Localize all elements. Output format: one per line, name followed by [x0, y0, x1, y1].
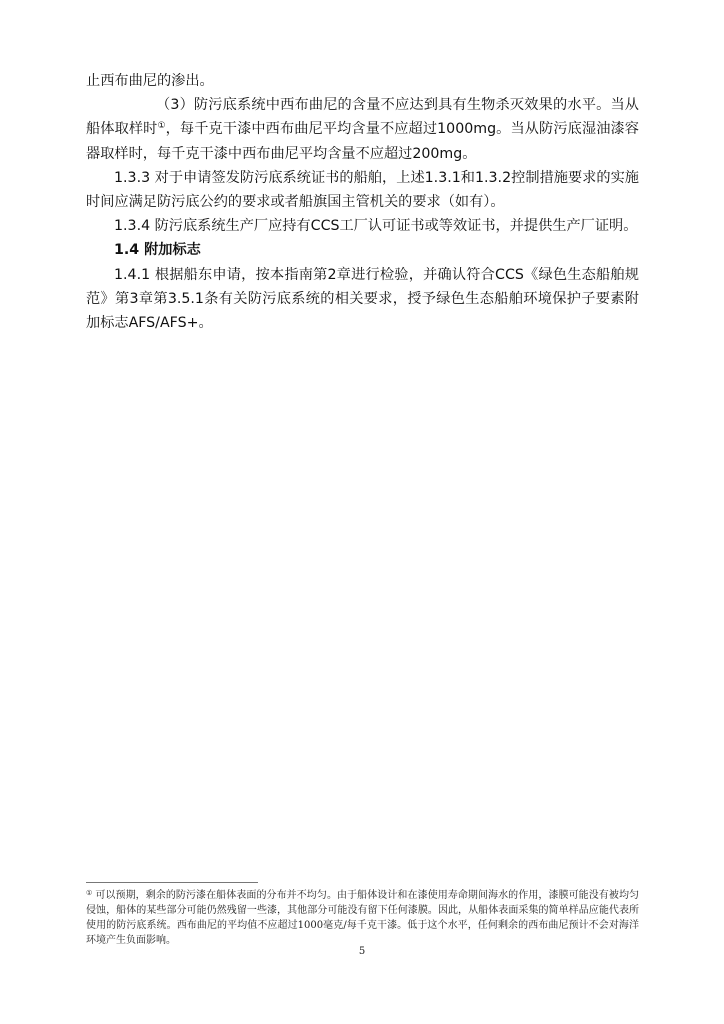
footnote-mark: ①	[86, 889, 93, 897]
footnote	[86, 888, 639, 948]
page-number: 5	[358, 946, 366, 957]
clause-1-3-4: 1.3.4 防污底系统生产厂应持有CCS工厂认可证书或等效证书，并提供生产厂证明。	[114, 218, 638, 235]
paragraph-continuation: 止西布曲尼的渗出。	[86, 73, 214, 89]
paragraph-item-3	[86, 93, 639, 166]
paragraph-item-3-text-b: ，每千克干漆中西布曲尼平均含量不应超过1000mg。当从防污底湿油漆容器取样时，每千克干漆中西布曲尼平均含量不应超过200mg。	[86, 121, 639, 162]
section-heading-1-4: 1.4 附加标志	[114, 242, 201, 259]
clause-1-3-3: 1.3.3 对于申请签发防污底系统证书的船舶，上述1.3.1和1.3.2控制措施要求的实施时间应满足防污底公约的要求或者船旗国主管机关的要求（如有）。	[86, 169, 639, 211]
footnote-divider	[86, 882, 258, 883]
paragraph-item-3-text-a: （3）防污底系统中西布曲尼的含量不应达到具有生物杀灭效果的水平。当从船体取样时	[86, 97, 639, 138]
clause-1-4-1: 1.4.1 根据船东申请，按本指南第2章进行检验，并确认符合CCS《绿色生态船舶规范》第3章第3.5.1条有关防污底系统的相关要求，授予绿色生态船舶环境保护子要素附加标志AFS/AFS+。	[86, 266, 639, 332]
body-text	[86, 69, 639, 335]
footnote-reference[interactable]: ①	[157, 121, 166, 132]
footnote-text: 可以预期，剩余的防污漆在船体表面的分布并不均匀。由于船体设计和在漆使用寿命期间海水的作用，漆膜可能没有被均匀侵蚀，船体的某些部分可能仍然残留一些漆，其他部分可能没有留下任何漆膜。因此，从船体表面采集的简单样品应能代表所使用的防污底系统。西布曲尼的平均值不应超过1000毫克/每千克干漆。低于这个水平，任何剩余的西布曲尼预计不会对海洋环境产生负面影响。	[86, 890, 640, 946]
